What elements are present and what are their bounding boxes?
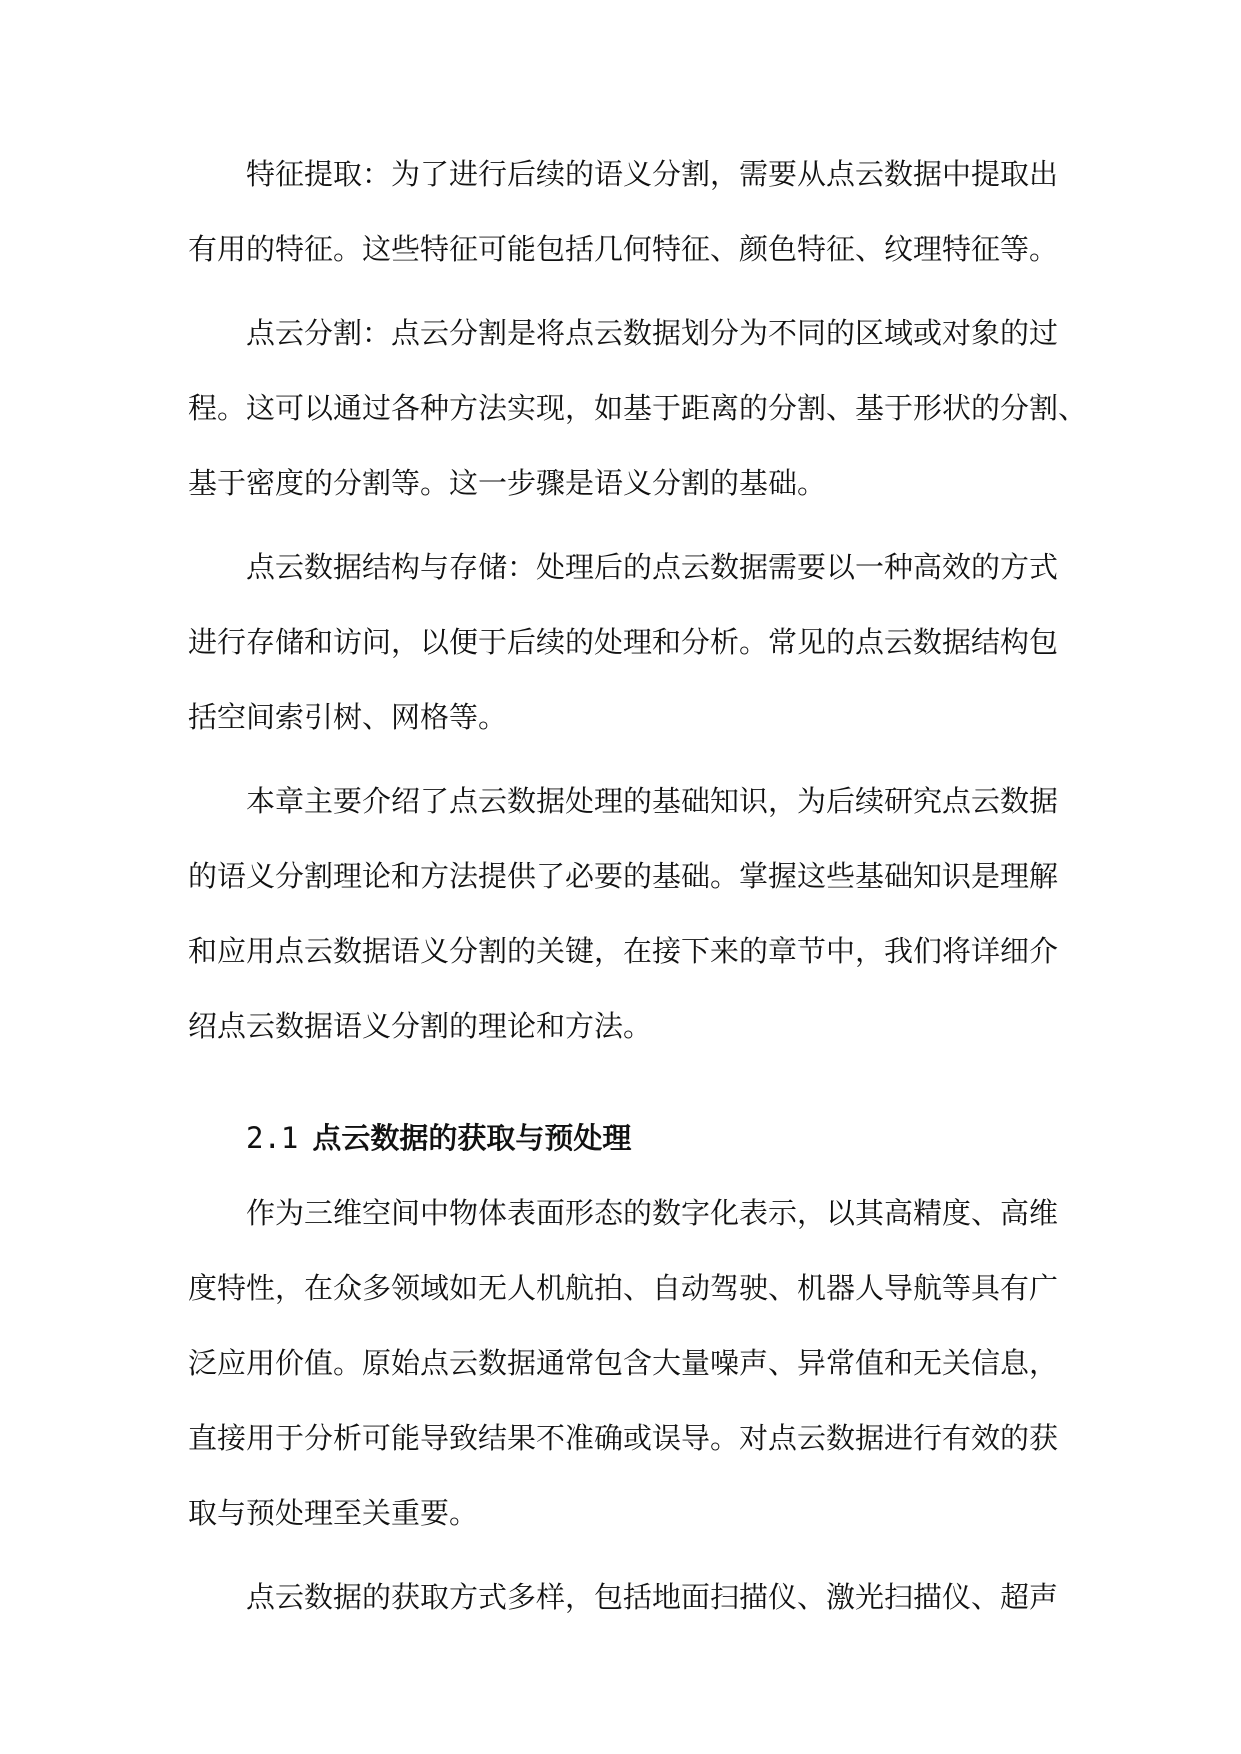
paragraph-line: 本章主要介绍了点云数据处理的基础知识，为后续研究点云数据 [246, 784, 1059, 818]
paragraph [188, 533, 1059, 758]
paragraph-line: 基于密度的分割等。这一步骤是语义分割的基础。 [188, 466, 827, 500]
paragraph-line: 点云数据的获取方式多样，包括地面扫描仪、激光扫描仪、超声 [246, 1580, 1059, 1614]
paragraph-line: 取与预处理至关重要。 [188, 1496, 479, 1530]
paragraph-line: 点云分割：点云分割是将点云数据划分为不同的区域或对象的过 [246, 316, 1059, 350]
paragraph-line: 绍点云数据语义分割的理论和方法。 [188, 1009, 653, 1043]
paragraph-line: 和应用点云数据语义分割的关键，在接下来的章节中，我们将详细介 [188, 934, 1059, 968]
paragraph-line: 度特性，在众多领域如无人机航拍、自动驾驶、机器人导航等具有广 [188, 1271, 1059, 1305]
section-title: 点云数据的获取与预处理 [312, 1121, 632, 1155]
paragraph [188, 1179, 1059, 1554]
paragraph [188, 299, 1088, 524]
paragraph [188, 140, 1059, 290]
body-text-top [188, 140, 1088, 1067]
section-number: 2.1 [246, 1121, 299, 1155]
paragraph-line: 有用的特征。这些特征可能包括几何特征、颜色特征、纹理特征等。 [188, 232, 1059, 266]
body-text-bottom [188, 1179, 1059, 1638]
paragraph-line: 程。这可以通过各种方法实现，如基于距离的分割、基于形状的分割、 [188, 391, 1088, 425]
page-content [188, 140, 1088, 1647]
paragraph-line: 作为三维空间中物体表面形态的数字化表示，以其高精度、高维 [246, 1196, 1059, 1230]
paragraph-line: 的语义分割理论和方法提供了必要的基础。掌握这些基础知识是理解 [188, 859, 1059, 893]
paragraph-line: 泛应用价值。原始点云数据通常包含大量噪声、异常值和无关信息， [188, 1346, 1059, 1380]
paragraph-line: 特征提取：为了进行后续的语义分割，需要从点云数据中提取出 [246, 157, 1059, 191]
paragraph [188, 767, 1059, 1067]
paragraph-line: 进行存储和访问，以便于后续的处理和分析。常见的点云数据结构包 [188, 625, 1059, 659]
paragraph-line: 直接用于分析可能导致结果不准确或误导。对点云数据进行有效的获 [188, 1421, 1059, 1455]
paragraph-line: 点云数据结构与存储：处理后的点云数据需要以一种高效的方式 [246, 550, 1059, 584]
paragraph-line: 括空间索引树、网格等。 [188, 700, 508, 734]
paragraph [188, 1563, 1059, 1638]
section-heading [188, 1104, 1056, 1179]
